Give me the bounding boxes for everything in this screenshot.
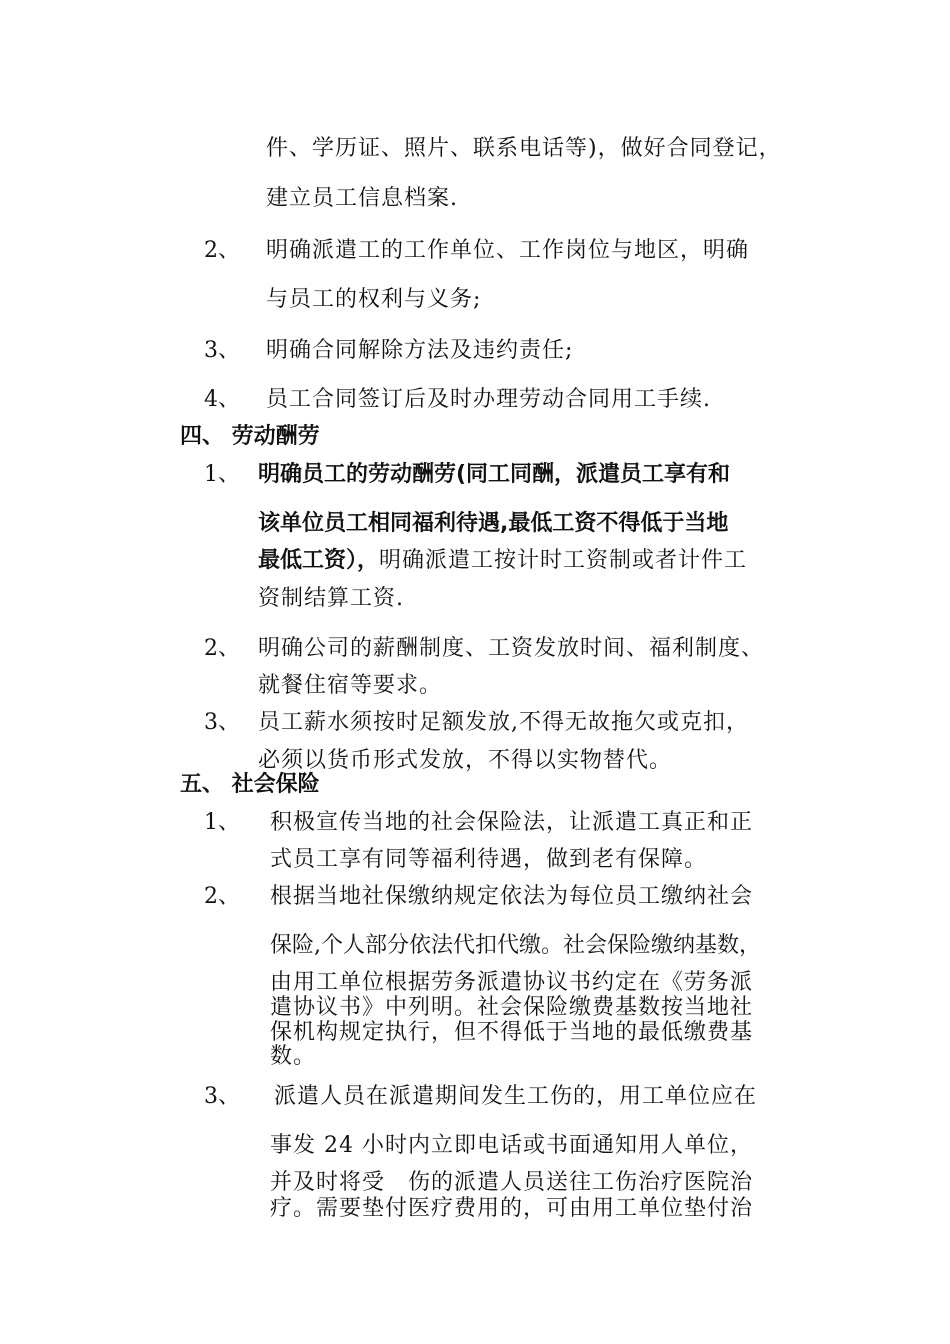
s4-item1-number: 1、 [204,462,240,487]
s3-item3-number: 3、 [204,338,240,363]
s5-item2-line3: 由用工单位根据劳务派遣协议书约定在《劳务派 [270,970,754,995]
s5-item3-number: 3、 [204,1084,240,1109]
s4-item1-line4: 资制结算工资. [258,586,404,611]
s5-item1-line1: 积极宣传当地的社会保险法，让派遣工真正和正 [270,810,754,835]
s4-item2-line1: 明确公司的薪酬制度、工资发放时间、福利制度、 [258,636,765,661]
s5-item1-number: 1、 [204,810,240,835]
s4-item1-line2: 该单位员工相同福利待遇,最低工资不得低于当地 [258,511,729,536]
s4-item3-number: 3、 [204,710,240,735]
s3-item3-line1: 明确合同解除方法及违约责任; [266,338,574,363]
s5-item2-line4: 遣协议书》中列明。社会保险缴费基数按当地社 [270,995,754,1020]
s4-item3-line2: 必须以货币形式发放，不得以实物替代。 [258,748,673,773]
s5-item3-line2: 事发 24 小时内立即电话或书面通知用人单位， [270,1133,753,1158]
s4-item1-line3-rest: 明确派遣工按计时工资制或者计件工 [379,548,748,573]
s5-item2-number: 2、 [204,884,240,909]
s5-item3-line4: 疗。需要垫付医疗费用的，可由用工单位垫付治 [270,1196,754,1221]
s4-item1-line3-bold: 最低工资）， [258,548,380,573]
s4-item3-line1: 员工薪水须按时足额发放,不得无故拖欠或克扣， [258,710,749,735]
s3-item4-line1: 员工合同签订后及时办理劳动合同用工手续. [266,387,711,412]
s3-item4-number: 4、 [204,387,240,412]
s4-item2-line2: 就餐住宿等要求。 [258,673,443,698]
s4-item2-number: 2、 [204,636,240,661]
s3-item2-number: 2、 [204,238,240,263]
s5-item2-line2: 保险,个人部分依法代扣代缴。社会保险缴纳基数， [270,933,761,958]
s5-item3-line3: 并及时将受 伤的派遣人员送往工伤治疗医院治 [270,1170,754,1195]
section4-heading: 四、 劳动酬劳 [180,424,320,449]
s5-item2-line5: 保机构规定执行，但不得低于当地的最低缴费基 [270,1020,754,1045]
s5-item3-line1: 派遣人员在派遣期间发生工伤的，用工单位应在 [274,1084,758,1109]
s3-item2-line1: 明确派遣工的工作单位、工作岗位与地区，明确 [266,238,750,263]
s3-item2-line2: 与员工的权利与义务; [266,287,482,312]
section5-heading: 五、 社会保险 [180,772,320,797]
s4-item1-line1: 明确员工的劳动酬劳(同工同酬，派遣员工享有和 [258,462,731,487]
s3-item1-line2: 建立员工信息档案. [266,186,458,211]
s3-item1-line1: 件、学历证、照片、联系电话等)，做好合同登记， [266,136,782,161]
s5-item2-line1: 根据当地社保缴纳规定依法为每位员工缴纳社会 [270,884,754,909]
s5-item1-line2: 式员工享有同等福利待遇，做到老有保障。 [270,847,708,872]
s5-item2-line6: 数。 [270,1044,317,1069]
s4-item1-line3 [258,548,747,574]
